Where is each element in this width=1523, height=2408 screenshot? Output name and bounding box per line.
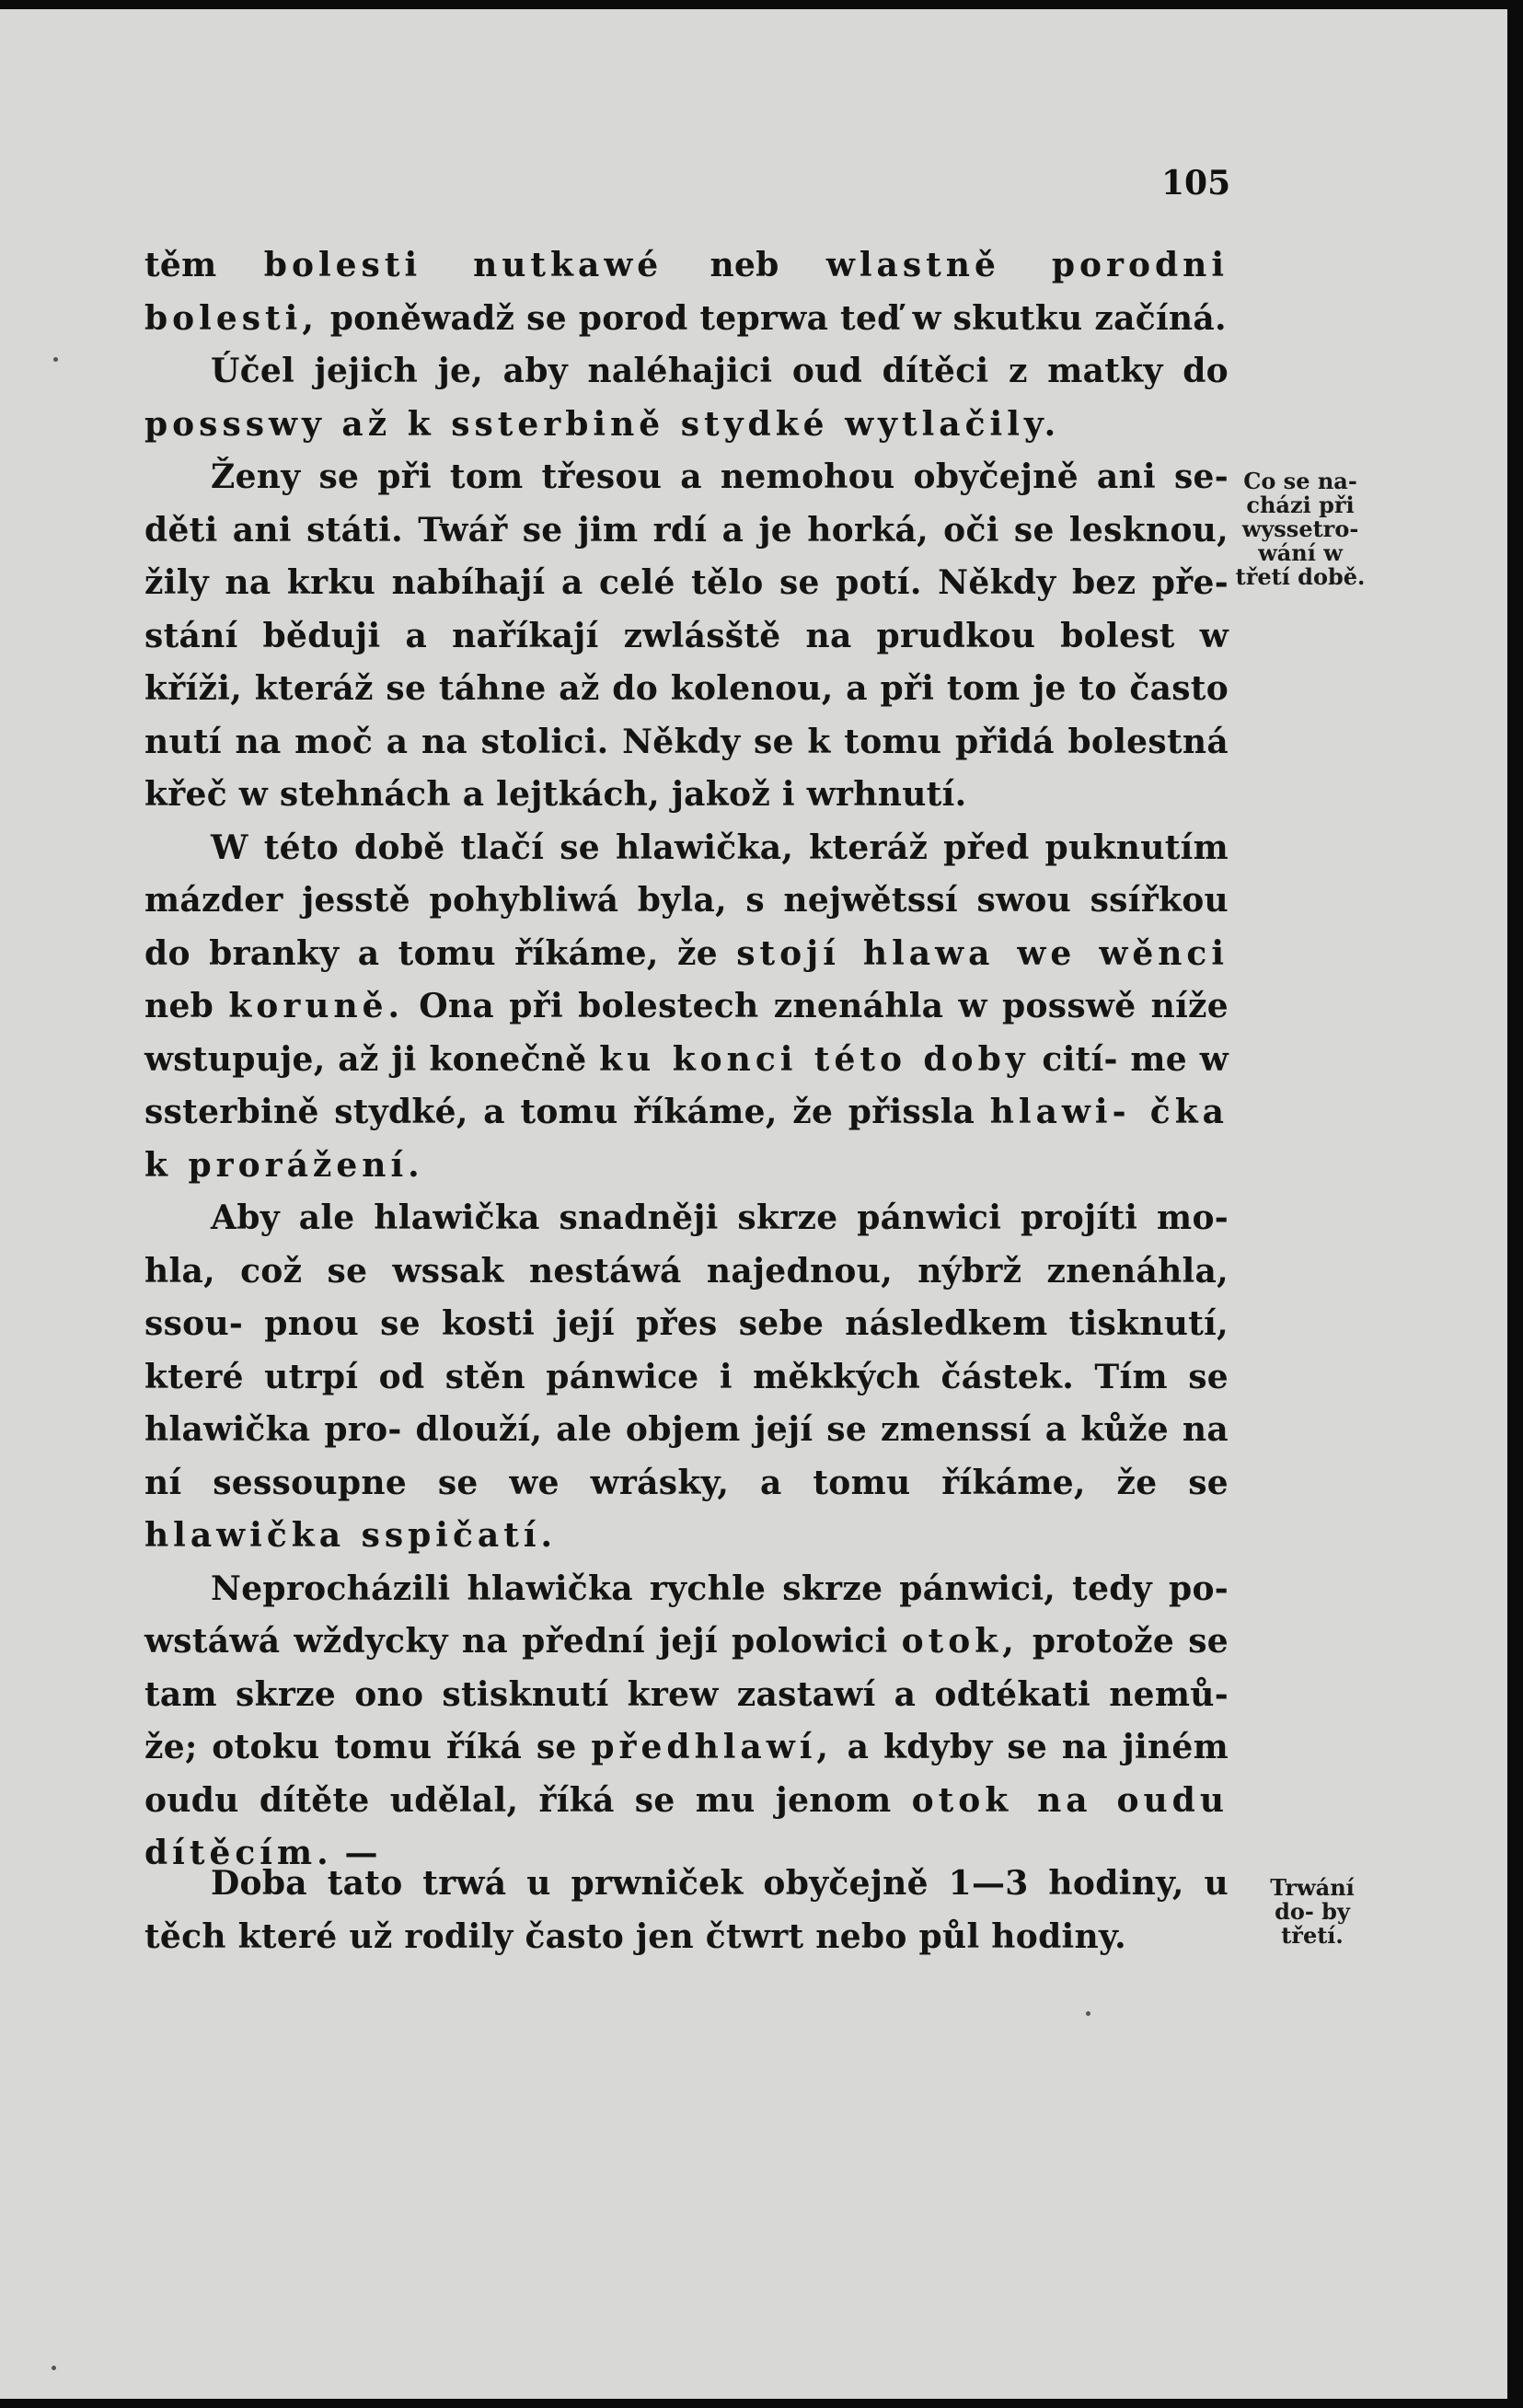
text-run: poněwadž se porod teprwa teď w skutku začíná. — [317, 298, 1227, 338]
text-run: Ženy se při tom třesou a nemohou obyčejně ani se- děti ani státi. Twář se jim rdí a je horká, oči se lesknou, žily na krku nabíhají a celé tělo se potí. Někdy bez pře- stání běduji a naříkají zwlásště na prudkou bolest w kříži, kteráž se táhne až do kolenou, a při tom je to často nutí na moč a na stolici. Někdy se k tomu přidá bolestná křeč w stehnách a lejtkách, jakož i wrhnutí. — [144, 457, 1229, 814]
speck-mark — [53, 357, 58, 362]
emphasized-text: wlastně porodni bolesti, — [144, 246, 1229, 338]
emphasized-text: possswy až k ssterbině stydké wytlačily. — [144, 404, 1061, 444]
emphasized-text: hlawička sspičatí. — [144, 1516, 558, 1555]
text-run: Účel jejich je, aby naléhajici oud dítěci z matky do — [211, 352, 1229, 390]
emphasized-text: otok, — [901, 1622, 1019, 1661]
book-page — [0, 9, 1507, 2399]
emphasized-text: koruně. — [228, 987, 405, 1025]
emphasized-text: stojí hlawa we wěnci — [736, 933, 1229, 973]
speck-mark — [1086, 2011, 1090, 2016]
text-run: Neprocházili hlawička rychle skrze pánwici, tedy po- wstáwá wždycky na přední její polowici — [144, 1569, 1229, 1661]
speck-mark — [52, 2366, 56, 2370]
body-text — [144, 239, 1229, 1881]
text-run: cití- me w ssterbině stydké, a tomu říkáme, že přissla — [144, 1039, 1229, 1131]
text-run: a kdyby se na jiném oudu dítěte udělal, říká se mu jenom — [144, 1728, 1229, 1820]
final-paragraph-block — [144, 1858, 1229, 1963]
text-run: neb — [663, 246, 826, 284]
final-paragraph: Doba tato trwá u prwniček obyčejně 1—3 hodiny, u těch které už rodily často jen čtwrt nebo půl hodiny. — [144, 1864, 1229, 1956]
paragraph — [144, 451, 1229, 822]
paragraph — [144, 1192, 1229, 1563]
text-run: — — [332, 1834, 378, 1872]
emphasized-text: hlawi- čka k prorážení. — [144, 1093, 1229, 1185]
text-run: Aby ale hlawička snadněji skrze pánwici projíti mo- hla, což se wssak nestáwá najednou, nýbrž znenáhla, ssou- pnou se kosti její přes sebe následkem tisknutí, které utrpí od stěn pánwice i měkkých částek. Tím se hlawička pro- dlouží, ale objem její se zmenssí a kůže na ní sessoupne se we wrásky, a tomu říkáme, že se — [144, 1198, 1229, 1502]
text-run: neb — [144, 987, 229, 1025]
emphasized-text: ku konci této doby — [599, 1039, 1030, 1079]
margin-note-duration: Trwání do- by třetí. — [1270, 1874, 1355, 1949]
text-run: W této době tlačí se hlawička, kteráž před puknutím mázder jesstě pohybliwá byla, s nejwětssí swou ssířkou do branky a tomu říkáme, že — [144, 828, 1229, 973]
text-run: těm — [144, 246, 264, 284]
text-run: Ona při bolestech znenáhla w posswě níže wstupuje, až ji konečně — [144, 987, 1229, 1079]
emphasized-text: bolesti nutkawé — [263, 246, 663, 284]
paragraph — [144, 1563, 1229, 1881]
paragraph — [144, 345, 1229, 451]
emphasized-text: otok na oudu dítěcím. — [144, 1780, 1229, 1872]
page-number: 105 — [1161, 164, 1231, 203]
text-run: protože se tam skrze ono stisknutí krew zastawí a odtékati nemů- že; otoku tomu říká se — [144, 1622, 1229, 1766]
emphasized-text: předhlawí, — [591, 1728, 833, 1766]
margin-note-examination: Co se na- cházi při wyssetro- wání w třetí době. — [1235, 468, 1366, 590]
paragraph — [144, 239, 1229, 345]
paragraph — [144, 822, 1229, 1193]
